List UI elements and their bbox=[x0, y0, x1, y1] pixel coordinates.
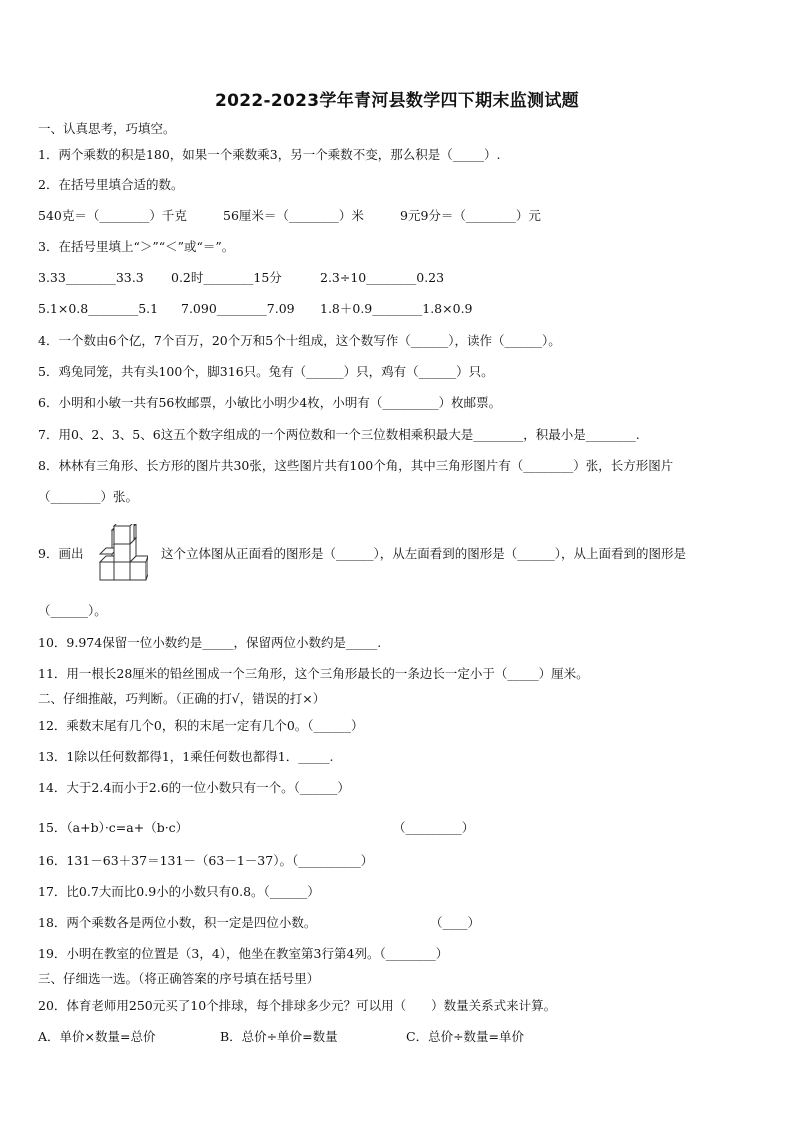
question-9-prefix: 9．画出 bbox=[38, 546, 84, 561]
question-3c: 2.3÷10________0.23 bbox=[320, 270, 445, 285]
question-18: 18．两个乘数各是两位小数，积一定是四位小数。 bbox=[38, 915, 317, 930]
question-9-line-2: （______）。 bbox=[38, 603, 107, 618]
question-2: 2．在括号里填合适的数。 bbox=[38, 177, 184, 192]
question-12: 12．乘数末尾有几个0，积的末尾一定有几个0。（______） bbox=[38, 718, 364, 733]
page-title: 2022-2023学年青河县数学四下期末监测试题 bbox=[215, 91, 579, 111]
question-3: 3．在括号里填上“＞”“＜”或“＝”。 bbox=[38, 239, 235, 254]
question-9-text: 这个立体图从正面看的图形是（______），从左面看到的图形是（______），从上面看到的图形是 bbox=[161, 546, 687, 561]
question-14: 14．大于2.4而小于2.6的一位小数只有一个。（______） bbox=[38, 780, 350, 795]
question-1: 1．两个乘数的积是180，如果一个乘数乘3，另一个乘数不变，那么积是（_____）. bbox=[38, 147, 501, 162]
question-15-blank: （_________） bbox=[393, 820, 475, 835]
question-10: 10．9.974保留一位小数约是_____，保留两位小数约是_____. bbox=[38, 635, 382, 650]
question-3e: 7.090________7.09 bbox=[181, 301, 295, 316]
option-a: A．单价×数量=总价 bbox=[38, 1029, 156, 1044]
question-2a: 540克＝（________）千克 bbox=[38, 208, 187, 223]
question-20: 20．体育老师用250元买了10个排球，每个排球多少元？可以用（ ）数量关系式来计算。 bbox=[38, 998, 557, 1013]
section-heading-2: 二、仔细推敲，巧判断。（正确的打√，错误的打×） bbox=[38, 691, 326, 706]
option-b: B．总价÷单价=数量 bbox=[220, 1029, 338, 1044]
question-6: 6．小明和小敏一共有56枚邮票，小敏比小明少4枚，小明有（_________）枚邮票。 bbox=[38, 395, 502, 410]
question-15: 15．（a+b）·c=a+（b·c） bbox=[38, 820, 189, 835]
question-7: 7．用0、2、3、5、6这五个数字组成的一个两位数和一个三位数相乘积最大是________，积最小是________. bbox=[38, 427, 640, 442]
section-heading-1: 一、认真思考，巧填空。 bbox=[38, 121, 176, 136]
question-3a: 3.33________33.3 bbox=[38, 270, 144, 285]
question-17: 17．比0.7大而比0.9小的小数只有0.8。（______） bbox=[38, 884, 320, 899]
question-2c: 9元9分＝（________）元 bbox=[400, 208, 541, 223]
question-18-blank: （____） bbox=[430, 915, 481, 930]
question-13: 13．1除以任何数都得1，1乘任何数也都得1．_____. bbox=[38, 749, 334, 764]
question-5: 5．鸡兔同笼，共有头100个，脚316只。兔有（______）只，鸡有（______）只。 bbox=[38, 364, 494, 379]
question-8-line-1: 8．林林有三角形、长方形的图片共30张，这些图片共有100个角，其中三角形图片有（________）张，长方形图片 bbox=[38, 458, 674, 473]
question-16: 16．131－63＋37＝131－（63－1－37）。（__________） bbox=[38, 853, 374, 868]
question-19: 19．小明在教室的位置是（3，4），他坐在教室第3行第4列。（________） bbox=[38, 946, 449, 961]
section-heading-3: 三、仔细选一选。（将正确答案的序号填在括号里） bbox=[38, 971, 320, 986]
question-11: 11．用一根长28厘米的铅丝围成一个三角形，这个三角形最长的一条边长一定小于（_____）厘米。 bbox=[38, 666, 589, 681]
question-2b: 56厘米＝（________）米 bbox=[223, 208, 364, 223]
option-c: C．总价÷数量=单价 bbox=[406, 1029, 525, 1044]
cube-stack-figure bbox=[98, 524, 148, 582]
question-4: 4．一个数由6个亿，7个百万，20个万和5个十组成，这个数写作（______），读作（______）。 bbox=[38, 333, 561, 348]
question-3b: 0.2时________15分 bbox=[171, 270, 282, 285]
question-3f: 1.8＋0.9________1.8×0.9 bbox=[320, 301, 473, 316]
question-8-line-2: （________）张。 bbox=[38, 489, 139, 504]
question-3d: 5.1×0.8________5.1 bbox=[38, 301, 159, 316]
